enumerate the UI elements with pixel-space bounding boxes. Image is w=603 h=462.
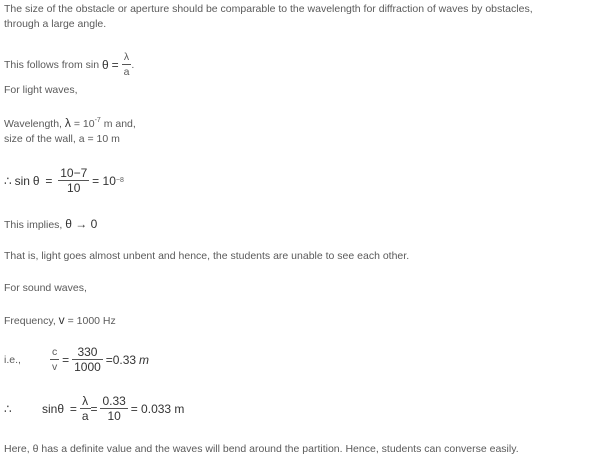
follows-text: This follows from sin: [4, 58, 100, 71]
lambda-over-a-fraction: [122, 50, 135, 79]
light-result: = 10: [92, 173, 116, 188]
equals-sign-2: =: [45, 173, 53, 188]
intro-paragraph: [4, 2, 533, 32]
lambda-over-a-fraction-2: [80, 394, 91, 423]
wavelength-exponent: -7: [94, 117, 101, 124]
equals-sign-4: =: [69, 401, 77, 416]
theta-approaches-zero: θ → 0: [65, 217, 98, 231]
light-fraction: [58, 166, 89, 195]
lambda-numerator: λ: [80, 394, 91, 409]
equals-sign-5: =: [90, 401, 98, 416]
wavelength-line: [4, 116, 136, 132]
light-wave-values: [4, 116, 136, 147]
light-fraction-denominator: 10: [67, 181, 81, 195]
implies-label: This implies,: [4, 219, 63, 231]
lambda-symbol: λ: [64, 116, 71, 130]
light-waves-heading: For light waves,: [4, 84, 78, 96]
numerator-033: 0.33: [102, 394, 126, 408]
wavelength-label: Wavelength,: [4, 118, 62, 130]
v-denominator: v: [52, 361, 58, 373]
conclusion: Here, θ has a definite value and the waves will bend around the partition. Hence, students can converse easily.: [4, 443, 519, 455]
sin-text: sin: [14, 173, 30, 188]
theta-symbol-3: θ: [57, 401, 65, 416]
wavelength-value: = 10: [73, 118, 95, 130]
nu-symbol: v: [58, 313, 65, 327]
theta-symbol-2: θ: [32, 173, 40, 188]
sound-result: = 0.033 m: [130, 401, 185, 416]
c-over-v-fraction: [50, 345, 59, 374]
equals-sign: =: [111, 57, 119, 72]
numerator-330: 330: [72, 345, 103, 360]
fraction-denominator: a: [123, 66, 130, 78]
light-sine-equation: ∴ sin θ = $\frac{10-7}{10}$ = 10 −8: [4, 166, 124, 195]
denominator-1000: 1000: [74, 360, 101, 374]
diffraction-condition: [4, 50, 134, 79]
a-denominator: a: [81, 409, 89, 423]
meter-unit: m: [139, 352, 150, 367]
theta-symbol: θ: [102, 57, 109, 72]
period: .: [131, 58, 135, 71]
numeric-fraction: [100, 394, 127, 423]
wavelength-suffix: m and,: [103, 118, 136, 130]
sin-text-2: sin: [42, 401, 58, 416]
intro-line-2: through a large angle.: [4, 18, 107, 30]
sound-waves-heading: For sound waves,: [4, 282, 87, 294]
unbent-statement: That is, light goes almost unbent and hence, the students are unable to see each other.: [4, 250, 410, 262]
frequency-label: Frequency,: [4, 315, 56, 327]
intro-line-1: The size of the obstacle or aperture should be comparable to the wavelength for diffraction of waves by obstacles,: [4, 3, 533, 15]
sound-sine-equation: [4, 394, 184, 423]
wavelength-equation: [4, 345, 149, 374]
frequency-line: [4, 313, 116, 327]
wavelength-result: =0.33: [105, 352, 137, 367]
equals-sign-3: =: [62, 352, 70, 367]
frequency-value: = 1000 Hz: [67, 315, 116, 327]
implies-line: [4, 217, 97, 231]
c-numerator: c: [52, 346, 58, 358]
speed-over-frequency-fraction: [72, 345, 103, 374]
therefore-symbol-2: ∴: [4, 401, 12, 416]
light-fraction-numerator: 10−7: [60, 166, 88, 180]
denominator-10: 10: [107, 409, 121, 423]
fraction-numerator: λ: [122, 50, 132, 65]
therefore-symbol: ∴: [4, 173, 12, 188]
wall-size-line: size of the wall, a = 10 m: [4, 133, 120, 145]
ie-label: i.e.,: [4, 353, 21, 366]
